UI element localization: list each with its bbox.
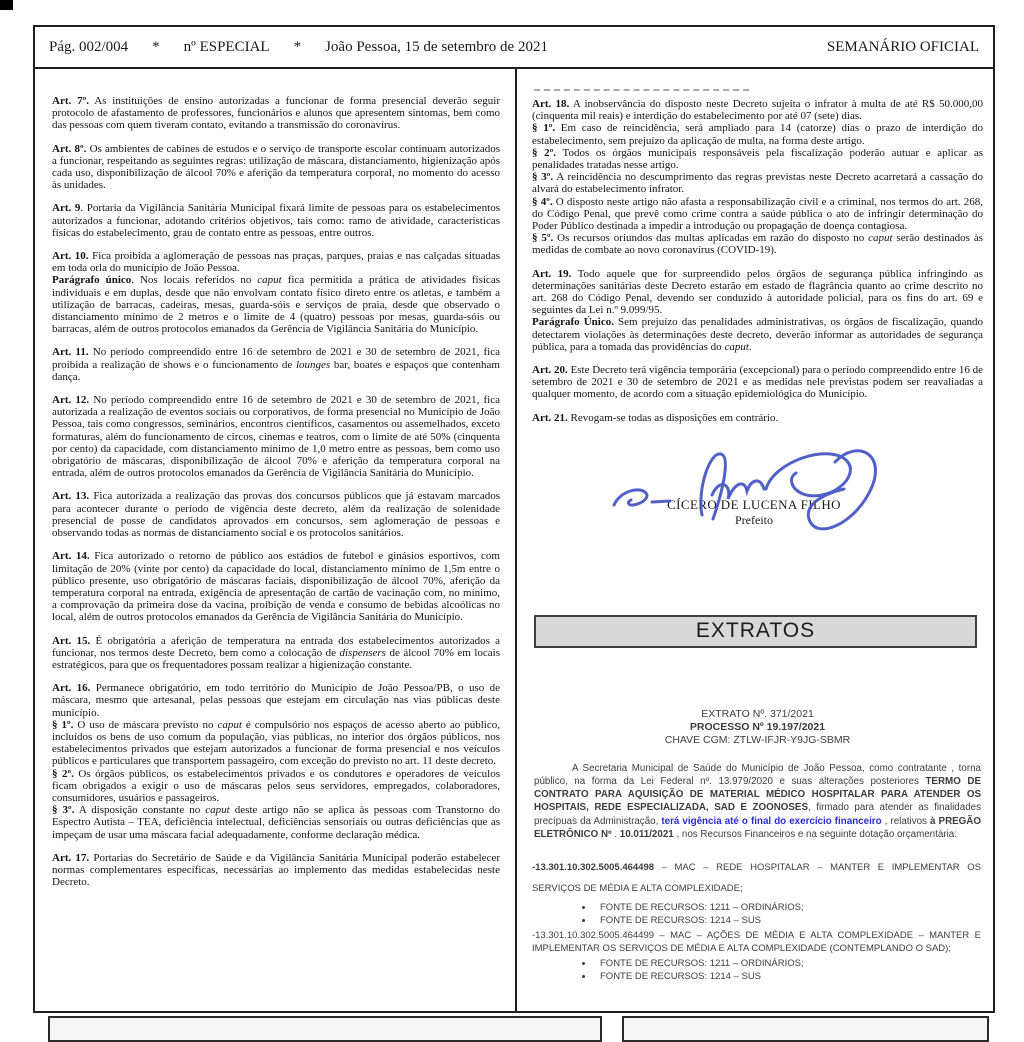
text-run: , nos Recursos Financeiros e na seguinte dotação orçamentária:: [673, 828, 957, 840]
text-run: Este Decreto terá vigência temporária (excepcional) para o período compreendido entre 16 de setembro de 2021 e 30 de setembro de 2021 e as medidas nele previstas podem ser reavaliadas a qualquer momento, de acordo com a situação epidemiológica do Município.: [532, 364, 983, 401]
edition-label: nº ESPECIAL: [183, 38, 270, 55]
signature-ink: [600, 431, 900, 543]
text-run: , relativos: [881, 815, 931, 827]
text-run: Art. 9: [52, 202, 81, 215]
text-run: Art. 11.: [52, 346, 89, 359]
text-run: Todo aquele que for surpreendido pelos órgãos de segurança pública infringindo as determinações sanitárias deste Decreto estarão em estado de flagrância quanto ao crime descrito no art. 268 do Código Penal, devendo ser conduzido à autoridade policial, para os fins do art. 69 e seguintes da Lei n.º 9.099/95.: [532, 267, 983, 317]
text-run: caput: [205, 804, 230, 817]
extrato-heading-line: CHAVE CGM: ZTLW-IFJR-Y9JG-SBMR: [664, 733, 851, 746]
text-run: § 5º.: [532, 232, 554, 245]
funding-source-item: • FONTE DE RECURSOS: 1211 – ORDINÁRIOS;: [594, 957, 981, 970]
masthead-left: [49, 39, 548, 56]
funding-source-list: [594, 901, 981, 927]
text-run: Art. 16.: [52, 682, 91, 695]
decree-paragraph: [532, 196, 983, 233]
decree-paragraph: [52, 682, 500, 719]
decree-paragraph: [52, 202, 500, 239]
faded-strikethrough-line: [534, 89, 749, 91]
text-run: fica permitida a prática de atividades físicas individuais e em duplas, desde que não envolvam contato físico direto entre os atletas, e também a utilização de barracas, cadeiras, mesas, guarda-sóis e serviços de praia, desde que observado o distanciamento mínimo de 2 metros e o limite de 4 (quatro) pessoas por mesas, guarda-sóis ou barracas, além de outros protocolos emanados da Gerência de Vigilância Sanitária do Município.: [52, 274, 500, 336]
text-run: .: [748, 340, 752, 353]
text-run: -13.301.10.302.5005.464499 – MAC – AÇÕES DE MÉDIA E ALTA COMPLEXIDADE – MANTER E IMPLEMENTAR OS SERVIÇOS DE MÉDIA E ALTA COMPLEXIDADE (CONTEMPLANDO O SAD);: [532, 930, 981, 955]
budget-allocation-list: [532, 857, 981, 983]
text-run: Art. 18.: [532, 98, 570, 110]
text-run: Fica autorizada a realização das provas dos concursos públicos que já estavam marcados para acontecer durante o período de vigência deste decreto, além da realização de solenidade presencial de posse de candidatos aprovados em concursos, sem aglomeração de pessoas e observando todas as normas de distanciamento social e os protocolos sanitários.: [52, 490, 500, 540]
text-run: caput: [724, 340, 749, 353]
page-number: Pág. 002/004: [49, 38, 129, 55]
text-run: § 2º.: [532, 146, 557, 159]
text-run: As instituições de ensino autorizadas a funcionar de forma presencial deverão seguir protocolo de afastamento de professores, funcionários e alunos que apresentem sintomas, bem como das pessoas com quem tiveram contato, evitando a transmissão do coronavírus.: [52, 95, 500, 132]
decree-paragraph: [52, 394, 500, 479]
decree-paragraph: [52, 250, 500, 274]
separator-asterisk: *: [152, 38, 160, 55]
text-run: Fica proibida a aglomeração de pessoas nas praças, parques, praias e nas calçadas situadas em toda orla do município de João Pessoa.: [52, 250, 500, 275]
text-run: § 1º.: [52, 718, 74, 731]
text-run: Parágrafo único: [52, 274, 132, 287]
text-run: § 3º.: [52, 804, 75, 817]
text-run: de álcool 70% em locais estratégicos, para que os frequentadores possam realizar a higienização constante.: [52, 646, 500, 671]
text-run: . Nos locais referidos no: [131, 274, 258, 287]
text-run: Os órgãos públicos, os estabelecimentos privados e os condutores e operadores de veículos ficam obrigados a exigir o uso de máscaras pelos seus servidores, empregados, colaboradores, consumidores, usuários e passageiros.: [52, 767, 500, 804]
text-run: .: [611, 828, 620, 840]
text-run: Art. 19.: [532, 267, 572, 280]
text-run: § 2º.: [52, 767, 74, 780]
extrato-heading-line: EXTRATO Nº. 371/2021: [701, 707, 814, 720]
decree-paragraph: [52, 95, 500, 132]
text-run: O uso de máscara previsto no: [73, 718, 218, 731]
text-run: Os recursos oriundos das multas aplicadas em razão do disposto no: [553, 232, 869, 245]
text-run: § 1º.: [532, 122, 556, 135]
budget-code-line: [532, 857, 981, 899]
decree-paragraph: [52, 490, 500, 539]
text-run: No período compreendido entre 16 de setembro de 2021 e 30 de setembro de 2021, fica proibida a realização de shows e o funcionamento de: [52, 346, 500, 371]
text-run: serão destinados às medidas de combate ao novo coronavírus (COVID-19).: [532, 232, 983, 257]
decree-paragraph: [52, 635, 500, 672]
text-run: -13.301.10.302.5005.464498: [532, 862, 655, 874]
text-run: Sem prejuízo das penalidades administrativas, os órgãos de fiscalização, quando detectarem violações às determinações deste decreto, deverão informar as autoridades de segurança pública, para a tomada das providências do: [532, 316, 983, 353]
decree-paragraph: [532, 268, 983, 317]
gazette-title: SEMANÁRIO OFICIAL: [826, 38, 979, 55]
text-run: Art. 13.: [52, 490, 90, 503]
text-run: Art. 8º.: [52, 142, 87, 155]
gazette-sheet: [33, 25, 995, 1013]
text-run: § 3º.: [532, 171, 554, 184]
text-run: terá vigência até o final do exercício financeiro: [661, 815, 882, 827]
page-body: [35, 69, 993, 1011]
text-run: bar, boates e espaços que contenham dança.: [52, 358, 500, 383]
text-run: Fica autorizado o retorno de público aos estádios de futebol e ginásios esportivos, com limitação de 20% (vinte por cento) da capacidade do local, distanciamento mínimo de 1,5m entre o público presente, uso obrigatório de máscaras faciais, disponibilização de álcool 70%, aferição da temperatura corporal na entrada, exigência de apresentação de cartão de vacinação com, no mínimo, a comprovação da primeira dose da vacina, proibição de venda e consumo de bebidas alcoólicas no local, além de outros protocolos emanados da Gerência de Vigilância Sanitária do Município.: [52, 550, 500, 624]
decree-paragraph: [532, 412, 983, 424]
text-run: , firmado para atender as finalidades precípuas da Administração,: [534, 802, 981, 827]
budget-code-line: [532, 929, 981, 955]
signature-block: [594, 435, 914, 547]
extrato-body-paragraph: [534, 762, 981, 841]
decree-paragraph: [532, 232, 983, 256]
decree-paragraph: [532, 98, 983, 122]
text-run: Art. 10.: [52, 250, 89, 263]
date-line: João Pessoa, 15 de setembro de 2021: [325, 38, 548, 55]
text-run: Art. 15.: [52, 634, 91, 647]
text-run: caput: [868, 232, 893, 245]
text-run: Em caso de reincidência, será ampliado para 14 (catorze) dias o prazo de interdição do estabelecimento, sem prejuízo da aplicação de multa, na forma deste artigo.: [532, 122, 983, 147]
decree-right-column: [517, 69, 993, 1011]
text-run: Art. 20.: [532, 364, 568, 377]
text-run: lounges: [295, 358, 331, 371]
decree-paragraph: [532, 364, 983, 401]
funding-source-list: [594, 957, 981, 983]
decree-paragraph: [52, 550, 500, 623]
decree-paragraph: [52, 852, 500, 889]
text-run: . Portaria da Vigilância Sanitária Municipal fixará limite de pessoas para os estabelecimentos autorizados a funcionar, adotando critérios objetivos, tais como: ramo de atividade, características físicas do estabelecimento, grau de contato entre as pessoas, entre outros.: [52, 202, 500, 239]
extrato-heading-lines: [532, 708, 983, 747]
scan-corner-mark: [0, 0, 13, 10]
signer-title: Prefeito: [735, 512, 773, 527]
text-run: Art. 17.: [52, 851, 90, 864]
signer-name: CÍCERO DE LUCENA FILHO: [667, 496, 841, 512]
text-run: É obrigatória a aferição de temperatura na entrada dos estabelecimentos autorizados a funcionar, nos termos deste Decreto, bem como a colocação de: [52, 634, 500, 659]
text-run: Art. 21.: [532, 411, 568, 424]
text-run: deste artigo não se aplica às pessoas com Transtorno do Espectro Autista – TEA, deficiência intelectual, deficiências sensoriais ou outras deficiências que as impeçam de usar uma máscara facial adequadamente, conforme declaração médica.: [52, 804, 501, 841]
text-run: Os ambientes de cabines de estudos e o serviço de transporte escolar continuam autorizados a funcionar, respeitando as seguintes regras: utilização de máscara, distanciamento, higienização após cada uso, disponibilização de álcool 70% e aferição da temperatura corporal, no momento do acesso às unidades.: [52, 142, 500, 192]
text-run: à PREGÃO ELETRÔNICO Nº: [534, 815, 981, 840]
text-run: Revogam-se todas as disposições em contrário.: [567, 411, 779, 424]
text-run: Todos os órgãos municipais responsáveis pela fiscalização poderão autuar e aplicar as penalidades tratadas nesse artigo.: [532, 146, 983, 172]
decree-left-column: [35, 69, 517, 1011]
text-run: A reincidência no descumprimento das regras previstas neste Decreto acarretará a cassação do alvará do estabelecimento infrator.: [532, 171, 984, 196]
next-section-box-left: [48, 1016, 602, 1042]
decree-paragraph: [532, 122, 983, 146]
masthead: [35, 27, 993, 69]
text-run: é compulsório nos espaços de acesso aberto ao público, incluídos os bens de uso comum da população, vias públicas, no interior dos órgãos públicos, nos estabelecimentos privados que estejam autorizados a funcionar de forma presencial e nos veículos públicos e particulares que transportem passageiro, com exceção do previsto no art. 11 deste decreto.: [52, 718, 500, 768]
decree-right-paragraphs: [532, 98, 983, 424]
extratos-title: EXTRATOS: [695, 619, 816, 643]
decree-paragraph: [52, 719, 500, 768]
text-run: Permanece obrigatório, em todo território do Município de João Pessoa/PB, o uso de máscara, mesmo que artesanal, pelas pessoas que estejam em circulação nas vias públicas deste município.: [52, 682, 500, 719]
text-run: A disposição constante no: [74, 804, 206, 817]
text-run: TERMO DE CONTRATO PARA AQUISIÇÃO DE MATERIAL MÉDICO HOSPITALAR PARA ATENDER OS HOSPITAIS, REDE ESPECIALIZADA, SAD E ZOONOSES: [534, 776, 981, 814]
decree-paragraph: [52, 274, 500, 335]
next-section-box-right: [622, 1016, 989, 1042]
decree-paragraph: [532, 147, 983, 171]
funding-source-item: • FONTE DE RECURSOS: 1214 – SUS: [594, 970, 981, 983]
text-run: Art. 12.: [52, 394, 90, 407]
text-run: – MAC – REDE HOSPITALAR – MANTER E IMPLEMENTAR OS SERVIÇOS DE MÉDIA E ALTA COMPLEXIDADE;: [532, 862, 981, 895]
text-run: dispensers: [339, 646, 386, 659]
text-run: caput: [257, 274, 282, 287]
text-run: Art. 14.: [52, 550, 90, 563]
text-run: A Secretaria Municipal de Saúde do Município de João Pessoa, como contratante , torna público, na forma da Lei Federal nº. 13.979/2020 e suas alterações posteriores: [534, 762, 981, 788]
extratos-section-header: [534, 615, 977, 648]
text-run: caput: [217, 718, 242, 731]
text-run: Parágrafo Único.: [532, 316, 614, 329]
funding-source-item: • FONTE DE RECURSOS: 1214 – SUS: [594, 914, 981, 927]
text-run: No período compreendido entre 16 de setembro de 2021 e 30 de setembro de 2021, fica autorizada a realização de eventos sociais ou corporativos, de forma presencial no Município de João Pessoa, tais como congressos, seminários, encontros científicos, casamentos ou assemelhados, exceto formaturas, além do funcionamento de circos, cinemas e teatros, com o limite de até 50% (cinquenta por cento) da capacidade, com distanciamento mínimo de 1,0 metro entre as pessoas, bem como uso obrigatório de máscaras, disponibilização de álcool 70% e aferição da temperatura corporal na entrada, além de outros protocolos emanados da Gerência de Vigilância Sanitária do Município.: [52, 394, 500, 480]
text-run: 10.011/2021: [619, 828, 674, 840]
text-run: Portarias do Secretário de Saúde e da Vigilância Sanitária Municipal poderão estabelecer normas complementares específicas, necessárias ao implemento das medidas estabelecidas neste Decreto.: [52, 851, 500, 889]
decree-paragraph: [52, 804, 500, 841]
text-run: § 4º.: [532, 195, 553, 208]
text-run: O disposto neste artigo não afasta a responsabilização civil e a criminal, nos termos do art. 268, do Código Penal, que prevê como crime contra a saúde pública o ato de infringir determinação do Poder Público destinada a impedir a introdução ou propagação de doença contagiosa.: [532, 195, 984, 233]
extrato-heading-line: PROCESSO Nº 19.197/2021: [689, 720, 826, 733]
separator-asterisk: *: [293, 38, 302, 55]
decree-paragraph: [52, 143, 500, 192]
decree-paragraph: [532, 316, 983, 353]
text-run: Art. 7º.: [52, 95, 89, 107]
decree-paragraph: [52, 768, 500, 805]
decree-paragraph: [532, 171, 983, 195]
funding-source-item: • FONTE DE RECURSOS: 1211 – ORDINÁRIOS;: [594, 901, 981, 914]
text-run: A inobservância do disposto neste Decreto sujeita o infrator à multa de até R$ 50.000,00 (cinquenta mil reais) e interdição do estabelecimento por até 07 (sete) dias.: [532, 98, 983, 123]
decree-paragraph: [52, 346, 500, 383]
